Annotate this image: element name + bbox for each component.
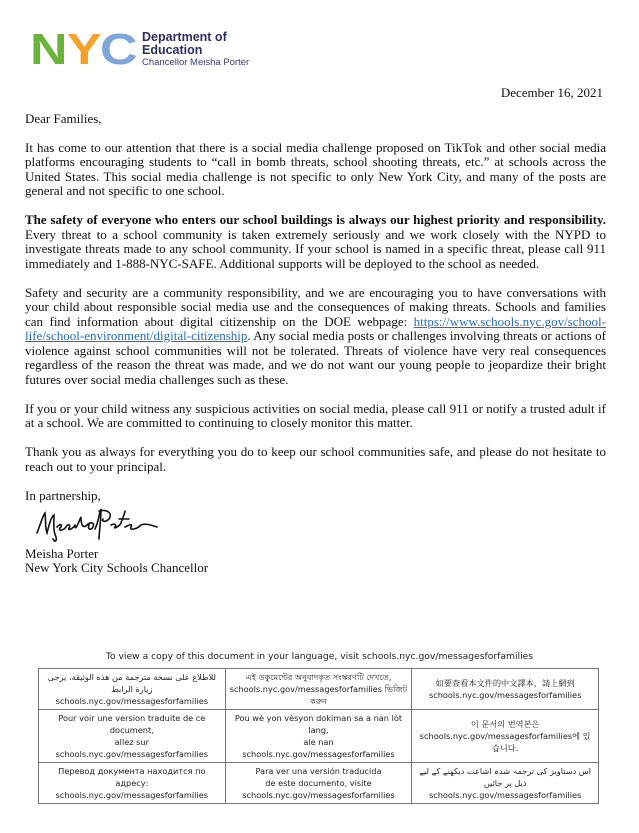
logo-letter-y: Y xyxy=(67,25,100,74)
cell-text: 如要查看本文件的中文譯本，請上網到 xyxy=(435,678,575,688)
paragraph-3-text-b: . Any social media posts or challenges involving threats or actions of violence against school communities will not be tolerated. Threats of violence have very real consequences regardless of the reason the threat was made, and we do not want our young people to jeopardize their bright futures over social media challenges such as these. xyxy=(25,328,606,387)
letter-date: December 16, 2021 xyxy=(500,85,603,100)
translation-cell-chinese xyxy=(412,669,599,710)
translation-cell-arabic xyxy=(39,669,226,710)
translation-cell-french xyxy=(39,710,226,763)
paragraph-2 xyxy=(25,213,606,271)
translation-cell-haitian-creole xyxy=(225,710,412,763)
signer-block xyxy=(25,547,606,576)
cell-text: 이 문서의 번역본은 xyxy=(470,719,540,729)
nyc-logo-mark xyxy=(30,25,136,74)
translation-cell-urdu xyxy=(412,763,599,804)
translation-cell-russian xyxy=(39,763,226,804)
letter-body xyxy=(25,112,606,576)
cell-url: allez sur schools.nyc.gov/messagesforfamilies xyxy=(55,737,209,759)
digital-citizenship-link[interactable]: https://www.schools.nyc.gov/school-life/school-environment/digital-citizenship xyxy=(25,313,606,343)
cell-text: এই ডকুমেন্টের অনুবাদকৃত সংস্করণটি দেখতে, xyxy=(245,672,392,682)
cell-url: schools.nyc.gov/messagesforfamilies에 있습니다. xyxy=(419,731,591,753)
paragraph-3-text-a: Safety and security are a community responsibility, and we are encouraging you to have conversations with your child about responsible social media use and the consequences of making threats. Schools and families can find information about digital citizenship on the DOE webpage: xyxy=(25,284,606,329)
cell-text: Para ver una versión traducida xyxy=(255,766,382,776)
cell-text: للاطلاع على نسخة مترجمة من هذه الوثيقة، يرجى زيارة الرابط xyxy=(47,672,216,694)
translation-note: To view a copy of this document in your language, visit schools.nyc.gov/messagesforfamilies xyxy=(105,651,534,662)
paragraph-2-text: Every threat to a school community is taken extremely seriously and we work closely with the NYPD to investigate threats made to any school community. If your school is named in a specific threat, please call 911 immediately and 1-888-NYC-SAFE. Additional supports will be deployed to the school as needed. xyxy=(25,226,606,271)
cell-text: Pou wè yon vèsyon dokiman sa a nan lòt lang, xyxy=(234,713,403,735)
cell-text: اس دستاویز کی ترجمہ شدہ اشاعت دیکھنے کے لیے ذیل پر جائیں xyxy=(419,766,592,788)
cell-url: schools.nyc.gov/messagesforfamilies xyxy=(428,690,582,700)
table-row xyxy=(39,669,599,710)
table-row xyxy=(39,710,599,763)
cell-text: Pour voir une version traduite de ce document, xyxy=(58,713,206,735)
logo-letter-c: C xyxy=(100,25,136,74)
signer-name: Meisha Porter xyxy=(25,545,99,561)
cell-url: schools.nyc.gov/messagesforfamilies ভিজিট করুন xyxy=(229,684,408,706)
paragraph-5: Thank you as always for everything you do to keep our school communities safe, and please do not hesitate to reach out to your principal. xyxy=(25,444,606,474)
cell-url: schools.nyc.gov/messagesforfamilies xyxy=(428,790,582,800)
translation-cell-korean xyxy=(412,710,599,763)
closing: In partnership, xyxy=(25,487,101,503)
table-row xyxy=(39,763,599,804)
cell-text-2: de este documento, visite xyxy=(265,778,372,788)
translation-cell-spanish xyxy=(225,763,412,804)
signer-title: New York City Schools Chancellor xyxy=(25,560,209,575)
cell-url: ale nan schools.nyc.gov/messagesforfamilies xyxy=(242,737,395,759)
org-name xyxy=(142,31,249,69)
cell-url: schools.nyc.gov/messagesforfamilies xyxy=(55,790,209,800)
org-line-2: Education xyxy=(142,43,203,57)
org-chancellor-line: Chancellor Meisha Porter xyxy=(142,57,250,68)
signature-image xyxy=(33,503,163,543)
nyc-doe-logo xyxy=(30,25,250,74)
logo-letter-n: N xyxy=(30,25,66,74)
paragraph-4: If you or your child witness any suspicious activities on social media, please call 911 or notify a trusted adult if at a school. We are committed to continuing to closely monitor this matter. xyxy=(25,400,606,430)
translations-table xyxy=(38,668,599,804)
cell-url: schools.nyc.gov/messagesforfamilies xyxy=(55,696,209,706)
paragraph-2-bold: The safety of everyone who enters our school buildings is always our highest priority and responsibility. xyxy=(25,212,606,227)
org-line-1: Department of xyxy=(142,30,227,44)
greeting: Dear Families, xyxy=(25,111,102,126)
paragraph-3 xyxy=(25,286,606,388)
translation-cell-bengali xyxy=(225,669,412,710)
cell-text: Перевод документа находится по адресу: xyxy=(58,766,206,788)
paragraph-1: It has come to our attention that there is a social media challenge proposed on TikTok and other social media platforms encouraging students to “call in bomb threats, school shooting threats, etc.” at schools across the United States. This social media challenge is not specific to only New York City, and many of the posts are general and not specific to one school. xyxy=(25,139,606,198)
cell-url: schools.nyc.gov/messagesforfamilies xyxy=(242,790,395,800)
